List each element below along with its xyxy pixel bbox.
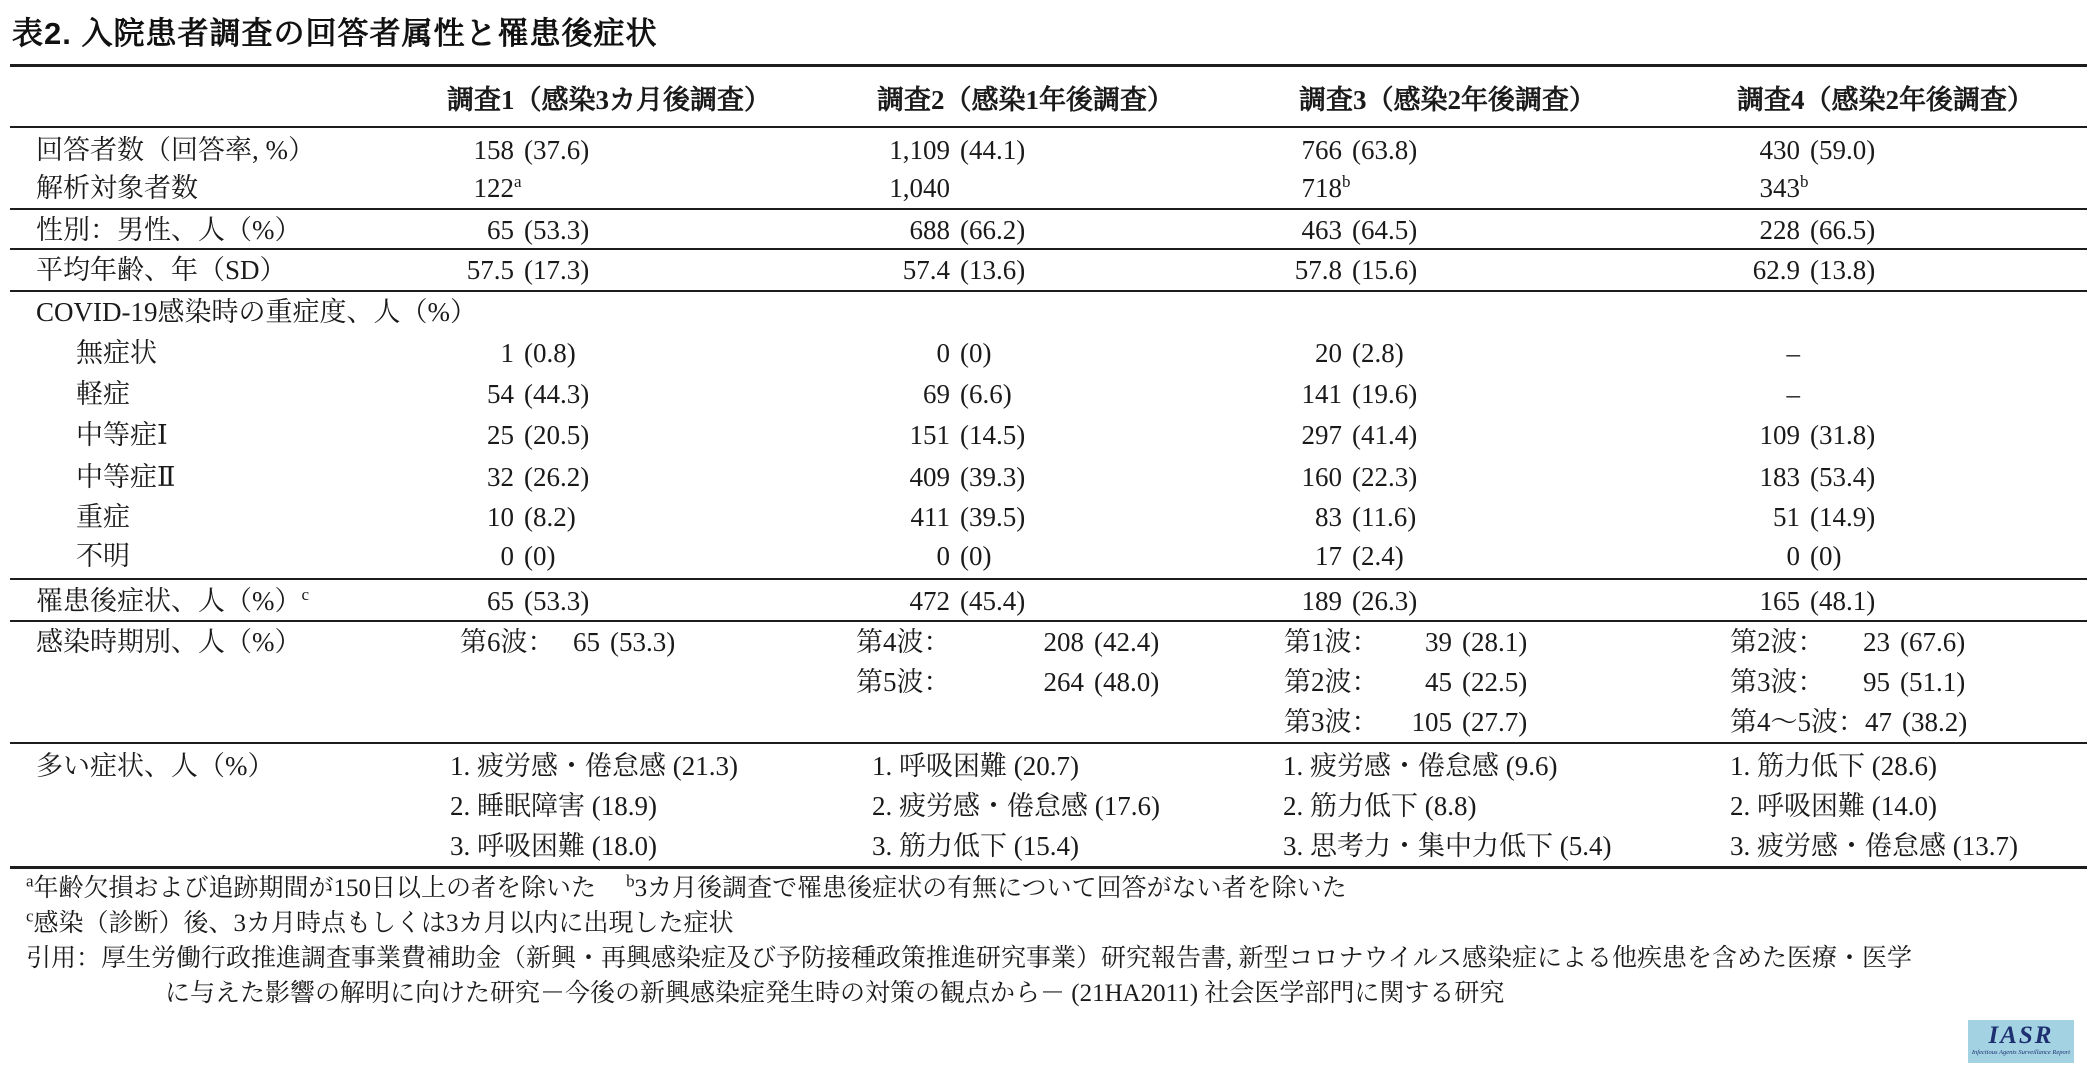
wave-cell: 第6波： 65 (53.3): [460, 627, 676, 657]
symptom-cell: 1. 呼吸困難 (20.7): [872, 751, 1079, 781]
table-rule: [10, 866, 2087, 869]
row-label: 中等症Ⅱ: [76, 462, 176, 492]
table-cell: 189 (26.3): [1301, 586, 1418, 616]
row-label: COVID-19感染時の重症度、人（%）: [36, 297, 477, 327]
page-title: 表2. 入院患者調査の回答者属性と罹患後症状: [12, 16, 658, 51]
table-cell: 1,109 (44.1): [889, 135, 1026, 165]
table-cell: 57.4 (13.6): [902, 255, 1026, 285]
symptom-cell: 2. 筋力低下 (8.8): [1283, 791, 1477, 821]
row-label: 軽症: [76, 379, 130, 409]
table-cell: 343$^b$: [1759, 172, 1809, 203]
table-cell: 51 (14.9): [1773, 502, 1876, 532]
wave-cell: 第5波： 264 (48.0): [856, 667, 1160, 697]
wave-cell: 第2波： 45 (22.5): [1284, 667, 1528, 697]
footnote-line: $^a$年齢欠損および追跡期間が150日以上の者を除いた $^b$3カ月後調査で罹患後症状の有無について回答がない者を除いた: [26, 871, 1347, 902]
table-cell: 25 (20.5): [487, 420, 590, 450]
table-cell: 20 (2.8): [1315, 338, 1404, 368]
footnote-line: 引用：厚生労働行政推進調査事業費補助金（新興・再興感染症及び予防接種政策推進研究事業）研究報告書, 新型コロナウイルス感染症による他疾患を含めた医療・医学: [26, 945, 1913, 972]
table-rule: [10, 742, 2087, 744]
column-header-survey3: 調査3（感染2年後調査）: [1299, 85, 1596, 115]
wave-cell: 第3波： 105 (27.7): [1284, 707, 1528, 737]
symptom-cell: 3. 呼吸困難 (18.0): [450, 831, 657, 861]
symptom-cell: 1. 疲労感・倦怠感 (9.6): [1283, 751, 1558, 781]
table-cell: 688 (66.2): [909, 215, 1026, 245]
row-label: 感染時期別、人（%）: [36, 627, 302, 657]
wave-cell: 第4～5波： 47 (38.2): [1730, 707, 1968, 737]
row-label: 罹患後症状、人（%）$^c$: [36, 585, 310, 616]
table-cell: 463 (64.5): [1301, 215, 1418, 245]
symptom-cell: 2. 呼吸困難 (14.0): [1730, 791, 1937, 821]
table-cell: 183 (53.4): [1759, 462, 1876, 492]
table-cell: 430 (59.0): [1759, 135, 1876, 165]
table-cell: 409 (39.3): [909, 462, 1026, 492]
symptom-cell: 3. 筋力低下 (15.4): [872, 831, 1079, 861]
table-cell: 165 (48.1): [1759, 586, 1876, 616]
column-header-survey4: 調査4（感染2年後調査）: [1737, 85, 2034, 115]
table-cell: 83 (11.6): [1315, 502, 1417, 532]
iasr-logo-subtext: Infectious Agents Surveillance Report: [1971, 1049, 2071, 1056]
table-cell: 17 (2.4): [1315, 541, 1404, 571]
row-label: 回答者数（回答率, %）: [36, 135, 315, 165]
row-label: 解析対象者数: [36, 173, 198, 203]
wave-cell: 第3波： 95 (51.1): [1730, 667, 1966, 697]
table-cell: 766 (63.8): [1301, 135, 1418, 165]
table-cell: 65 (53.3): [487, 215, 590, 245]
symptom-cell: 3. 疲労感・倦怠感 (13.7): [1730, 831, 2018, 861]
table-cell: 160 (22.3): [1301, 462, 1418, 492]
symptom-cell: 1. 疲労感・倦怠感 (21.3): [450, 751, 738, 781]
table-rule: [10, 64, 2087, 67]
iasr-logo-text: IASR: [1988, 1022, 2054, 1049]
table-cell: 32 (26.2): [487, 462, 590, 492]
table-rule: [10, 248, 2087, 250]
table-cell: 109 (31.8): [1759, 420, 1876, 450]
table-cell: 122$^a$: [473, 172, 522, 203]
table-cell: 0 (0): [500, 541, 556, 571]
table-cell: 0 (0): [936, 541, 992, 571]
table-cell: 718$^b$: [1301, 172, 1351, 203]
table-cell: 1 (0.8): [500, 338, 576, 368]
row-label: 不明: [76, 541, 130, 571]
table-cell: 472 (45.4): [909, 586, 1026, 616]
table-cell: 10 (8.2): [487, 502, 576, 532]
table-cell: 0 (0): [936, 338, 992, 368]
symptom-cell: 1. 筋力低下 (28.6): [1730, 751, 1937, 781]
row-label: 中等症Ⅰ: [76, 420, 168, 450]
table-rule: [10, 620, 2087, 622]
row-label: 性別：男性、人（%）: [36, 215, 302, 245]
table-cell: 54 (44.3): [487, 379, 590, 409]
table-cell: 1,040: [889, 173, 950, 203]
table-cell: 151 (14.5): [909, 420, 1026, 450]
row-label: 重症: [76, 502, 130, 532]
table-rule: [10, 126, 2087, 128]
table-cell: –: [1786, 379, 1800, 409]
row-label: 平均年齢、年（SD）: [36, 255, 287, 285]
table-rule: [10, 208, 2087, 210]
symptom-cell: 3. 思考力・集中力低下 (5.4): [1283, 831, 1612, 861]
table-cell: 228 (66.5): [1759, 215, 1876, 245]
table-cell: 141 (19.6): [1301, 379, 1418, 409]
wave-cell: 第2波： 23 (67.6): [1730, 627, 1966, 657]
row-label: 無症状: [76, 338, 157, 368]
column-header-survey2: 調査2（感染1年後調査）: [877, 85, 1174, 115]
symptom-cell: 2. 疲労感・倦怠感 (17.6): [872, 791, 1160, 821]
row-label: 多い症状、人（%）: [36, 751, 275, 781]
table-rule: [10, 578, 2087, 580]
footnote-line: $^c$感染（診断）後、3カ月時点もしくは3カ月以内に出現した症状: [26, 906, 734, 937]
table-cell: 57.8 (15.6): [1294, 255, 1418, 285]
table-cell: 65 (53.3): [487, 586, 590, 616]
table-cell: 297 (41.4): [1301, 420, 1418, 450]
wave-cell: 第4波： 208 (42.4): [856, 627, 1160, 657]
table-rule: [10, 290, 2087, 292]
footnote-line: に与えた影響の解明に向けた研究－今後の新興感染症発生時の対策の観点から－ (21HA2011) 社会医学部門に関する研究: [165, 980, 1505, 1007]
column-header-survey1: 調査1（感染3カ月後調査）: [447, 85, 771, 115]
symptom-cell: 2. 睡眠障害 (18.9): [450, 791, 657, 821]
table-cell: 62.9 (13.8): [1752, 255, 1876, 285]
table-cell: 0 (0): [1786, 541, 1842, 571]
table-cell: 411 (39.5): [910, 502, 1026, 532]
table-cell: 158 (37.6): [473, 135, 590, 165]
table-cell: –: [1786, 338, 1800, 368]
wave-cell: 第1波： 39 (28.1): [1284, 627, 1528, 657]
table-cell: 57.5 (17.3): [466, 255, 590, 285]
table-cell: 69 (6.6): [923, 379, 1012, 409]
iasr-logo: [1968, 1020, 2074, 1063]
